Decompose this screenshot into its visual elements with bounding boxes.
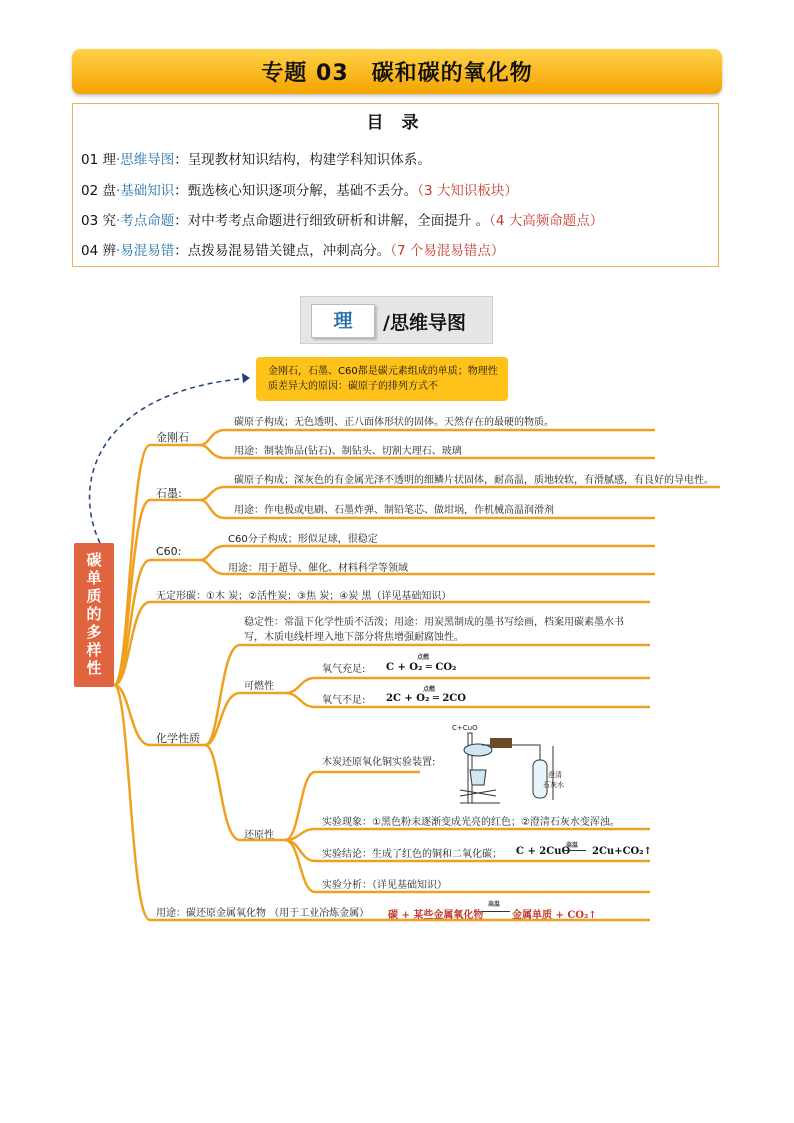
branch-reduce: 还原性 xyxy=(244,830,274,841)
toc-heading: 目 录 xyxy=(366,113,425,133)
callout-note: 金刚石，石墨、C60都是碳元素组成的单质；物理性质差异大的原因：碳原子的排列方式不 xyxy=(256,357,508,401)
equation-2: 2C + O₂ ═ 2CO xyxy=(386,693,466,704)
apparatus-tag-2: 澄清 xyxy=(548,771,562,779)
branch-c60: C60: xyxy=(156,545,182,558)
phenomenon: 实验现象：①黑色粉末逐渐变成光亮的红色；②澄清石灰水变浑浊。 xyxy=(322,817,620,828)
diamond-structure: 碳原子构成；无色透明、正八面体形状的固体。天然存在的最硬的物质。 xyxy=(234,417,554,428)
branch-diamond: 金刚石 xyxy=(156,431,189,444)
section-tile: 理 xyxy=(311,304,375,338)
mindmap-root: 碳单质的多样性 xyxy=(74,543,114,687)
equation-3-right: 2Cu+CO₂↑ xyxy=(592,846,652,857)
analysis: 实验分析：（详见基础知识） xyxy=(322,880,447,891)
equation-3-left: C + 2CuO xyxy=(516,846,571,857)
stability: 稳定性：常温下化学性质不活泼；用途：用炭黑制成的墨书写绘画，档案用碳素墨水书写，木质电线杆埋入地下部分将焦增强耐腐蚀性。 xyxy=(244,617,624,643)
toc-row: 02 盘·基础知识：甄选核心知识逐项分解，基础不丢分。（3 大知识板块） xyxy=(81,183,518,199)
conclusion: 实验结论：生成了红色的铜和二氧化碳； xyxy=(322,849,502,860)
equation-4-left: 碳 + 某些金属氧化物 xyxy=(388,910,484,921)
branch-graphite: 石墨: xyxy=(156,487,182,500)
toc-row: 01 理·思维导图：呈现教材知识结构，构建学科知识体系。 xyxy=(81,152,431,168)
apparatus-label: 木炭还原氧化铜实验装置: xyxy=(322,757,436,768)
page-title: 专题 03 碳和碳的氧化物 xyxy=(261,61,533,86)
equation-2-condition: 点燃 xyxy=(423,686,436,693)
branch-combust: 可燃性 xyxy=(244,681,274,692)
toc-row: 03 究·考点命题：对中考考点命题进行细致研析和讲解，全面提升 。（4 大高频命题点） xyxy=(81,213,604,229)
equation-1: C + O₂ ═ CO₂ xyxy=(386,662,457,673)
o2-less: 氧气不足: xyxy=(322,695,366,706)
graphite-structure: 碳原子构成；深灰色的有金属光泽不透明的细鳞片状固体，耐高温，质地较软，有滑腻感，有良好的导电性。 xyxy=(234,475,714,486)
c60-structure: C60分子构成；形似足球，很稳定 xyxy=(228,534,378,545)
equation-4-right: 金属单质 + CO₂↑ xyxy=(512,910,597,921)
graphite-use: 用途：作电极或电刷、石墨炸弹、制铅笔芯、做坩埚，作机械高温润滑剂 xyxy=(234,505,554,516)
section-title: /思维导图 xyxy=(383,312,466,334)
diamond-use: 用途：制装饰品(钻石)、制钻头、切割大理石、玻璃 xyxy=(234,446,462,457)
equation-4-condition: 高温 xyxy=(488,901,501,908)
o2-enough: 氧气充足: xyxy=(322,664,366,675)
apparatus-tag-3: 石灰水 xyxy=(543,781,564,789)
toc-row: 04 辨·易混易错：点拨易混易错关键点，冲刺高分。（7 个易混易错点） xyxy=(81,243,505,259)
equation-1-condition: 点燃 xyxy=(417,654,430,661)
branch-use-reduce: 用途：碳还原金属氧化物 （用于工业冶炼金属） xyxy=(156,908,370,919)
branch-amorphous: 无定形碳：①木 炭；②活性炭；③焦 炭；④炭 黑（详见基础知识） xyxy=(156,591,452,602)
apparatus-tag-1: C+CuO xyxy=(452,724,478,732)
equation-3-bar xyxy=(562,850,586,851)
c60-use: 用途：用于超导、催化、材料科学等领域 xyxy=(228,563,408,574)
branch-chem: 化学性质 xyxy=(156,732,200,745)
equation-4-arrow xyxy=(482,911,510,912)
equation-3-condition: 高温 xyxy=(566,842,579,849)
